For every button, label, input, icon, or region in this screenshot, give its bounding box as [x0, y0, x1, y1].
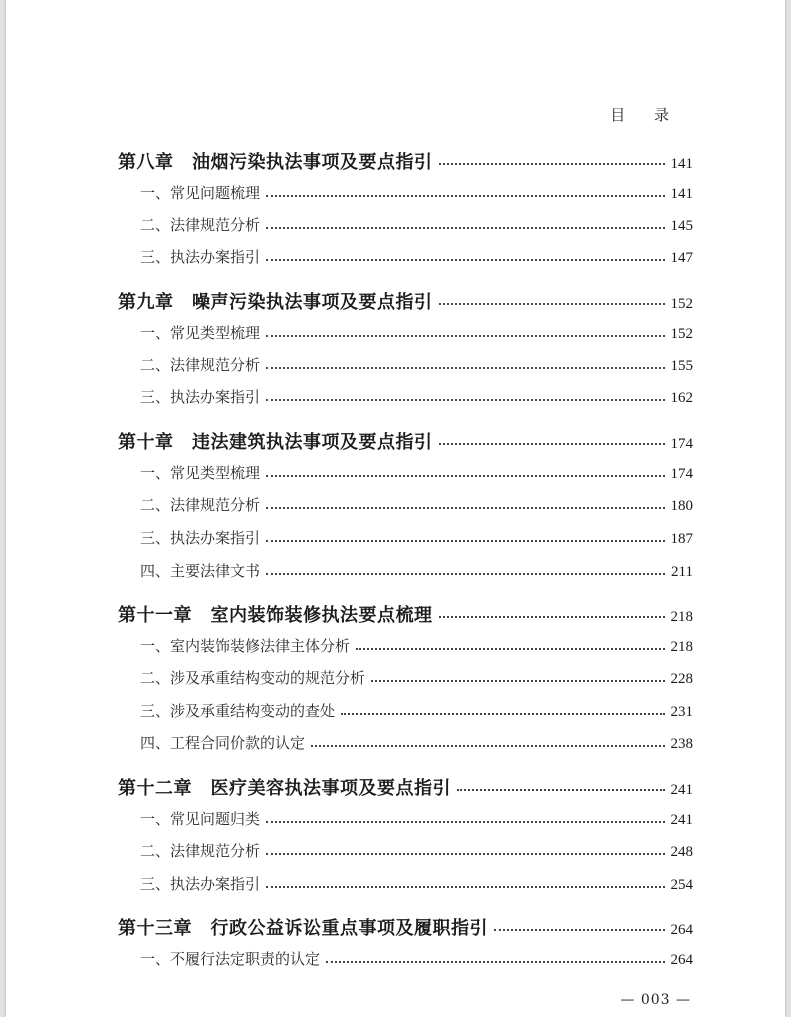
toc-section[interactable] [118, 386, 693, 407]
toc-entry-title: 一、常见类型梳理 [140, 464, 261, 482]
leader-dots [266, 259, 664, 261]
toc-section[interactable] [118, 182, 693, 203]
toc-page-number: 218 [670, 639, 693, 655]
toc-page-number: 180 [670, 498, 693, 514]
toc-section[interactable] [118, 214, 693, 235]
leader-dots [266, 335, 664, 337]
leader-dots [356, 648, 664, 650]
leader-dots [266, 195, 664, 197]
toc-page-number: 264 [670, 952, 693, 968]
leader-dots [266, 367, 664, 369]
toc-chapter[interactable] [118, 914, 693, 940]
toc-page-number: 152 [670, 326, 693, 342]
toc-page-number: 174 [670, 436, 693, 452]
document-page [6, 0, 785, 1017]
toc-entry-title: 二、法律规范分析 [140, 842, 261, 860]
leader-dots [266, 573, 665, 575]
toc-entry-title: 一、常见问题梳理 [140, 184, 261, 202]
leader-dots [266, 399, 664, 401]
leader-dots [457, 789, 665, 791]
toc-section[interactable] [118, 667, 693, 688]
leader-dots [266, 475, 664, 477]
toc-section[interactable] [118, 494, 693, 515]
toc-entry-title: 一、不履行法定职责的认定 [140, 950, 321, 968]
leader-dots [439, 163, 665, 165]
toc-entry-title: 第十三章 行政公益诉讼重点事项及履职指引 [118, 918, 488, 939]
toc-entry-title: 第九章 噪声污染执法事项及要点指引 [118, 292, 433, 313]
toc-section[interactable] [118, 873, 693, 894]
toc-entry-title: 三、涉及承重结构变动的查处 [140, 702, 336, 720]
leader-dots [311, 745, 664, 747]
toc-entry-title: 第十二章 医疗美容执法事项及要点指引 [118, 778, 451, 799]
toc-page-number: 152 [670, 296, 693, 312]
toc-section[interactable] [118, 322, 693, 343]
leader-dots [266, 853, 664, 855]
toc-entry-title: 二、法律规范分析 [140, 216, 261, 234]
toc-section[interactable] [118, 732, 693, 753]
toc-entry-title: 第八章 油烟污染执法事项及要点指引 [118, 152, 433, 173]
toc-entry-title: 三、执法办案指引 [140, 388, 261, 406]
toc-entry-title: 二、法律规范分析 [140, 356, 261, 374]
toc-page-number: 211 [671, 564, 693, 580]
leader-dots [439, 616, 665, 618]
toc-page-number: 145 [670, 218, 693, 234]
toc-page-number: 141 [670, 156, 693, 172]
toc-chapter[interactable] [118, 428, 693, 454]
toc-section[interactable] [118, 840, 693, 861]
toc-page-number: 238 [670, 736, 693, 752]
toc-page-number: 241 [670, 782, 693, 798]
toc-page-number: 141 [670, 186, 693, 202]
leader-dots [439, 303, 665, 305]
running-head: 目 录 [610, 106, 681, 124]
toc-page-number: 187 [670, 531, 693, 547]
toc-section[interactable] [118, 948, 693, 969]
toc-page-number: 218 [670, 609, 693, 625]
toc-section[interactable] [118, 246, 693, 267]
toc-entry-title: 四、主要法律文书 [140, 562, 261, 580]
toc-entry-title: 一、常见问题归类 [140, 810, 261, 828]
toc-entry-title: 第十一章 室内装饰装修执法要点梳理 [118, 605, 433, 626]
leader-dots [341, 713, 664, 715]
leader-dots [371, 680, 664, 682]
toc-chapter[interactable] [118, 774, 693, 800]
toc-entry-title: 四、工程合同价款的认定 [140, 734, 306, 752]
toc-entry-title: 一、室内装饰装修法律主体分析 [140, 637, 351, 655]
leader-dots [266, 821, 664, 823]
toc-page-number: 248 [670, 844, 693, 860]
toc-section[interactable] [118, 635, 693, 656]
toc-page-number: 162 [670, 390, 693, 406]
leader-dots [266, 507, 664, 509]
toc-section[interactable] [118, 527, 693, 548]
toc-page-number: 254 [670, 877, 693, 893]
toc-page-number: 174 [670, 466, 693, 482]
toc-page-number: 241 [670, 812, 693, 828]
leader-dots [266, 227, 664, 229]
toc-page-number: 147 [670, 250, 693, 266]
toc-section[interactable] [118, 808, 693, 829]
toc-page-number: 228 [670, 671, 693, 687]
toc-page-number: 155 [670, 358, 693, 374]
toc-section[interactable] [118, 560, 693, 581]
toc-section[interactable] [118, 354, 693, 375]
toc-page-number: 231 [670, 704, 693, 720]
toc-page-number: 264 [670, 922, 693, 938]
toc-entry-title: 三、执法办案指引 [140, 529, 261, 547]
toc-entry-title: 三、执法办案指引 [140, 248, 261, 266]
leader-dots [494, 929, 665, 931]
toc-entry-title: 二、法律规范分析 [140, 496, 261, 514]
leader-dots [326, 961, 664, 963]
toc-section[interactable] [118, 462, 693, 483]
leader-dots [266, 540, 664, 542]
toc-entry-title: 第十章 违法建筑执法事项及要点指引 [118, 432, 433, 453]
leader-dots [439, 443, 665, 445]
leader-dots [266, 886, 664, 888]
toc-entry-title: 三、执法办案指引 [140, 875, 261, 893]
toc-entry-title: 一、常见类型梳理 [140, 324, 261, 342]
toc-chapter[interactable] [118, 148, 693, 174]
toc-chapter[interactable] [118, 288, 693, 314]
page-folio: — 003 — [620, 992, 691, 1008]
toc-chapter[interactable] [118, 601, 693, 627]
toc-section[interactable] [118, 700, 693, 721]
toc-entry-title: 二、涉及承重结构变动的规范分析 [140, 669, 366, 687]
